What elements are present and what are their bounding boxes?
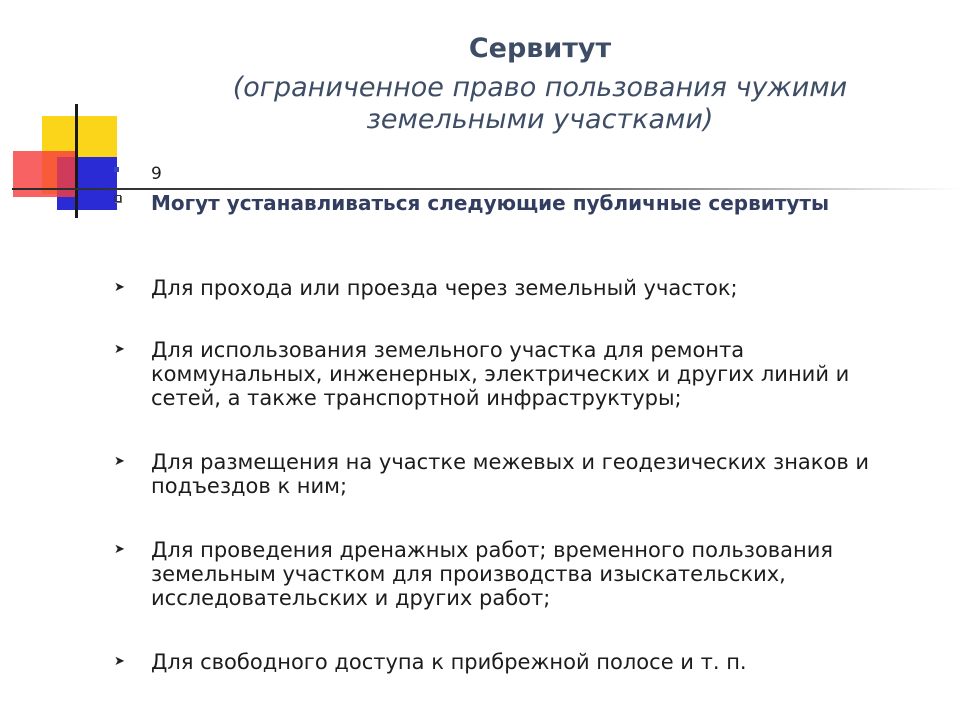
list-item: Для использования земельного участка для ремонта коммунальных, инженерных, электрических и других линий и сетей, а также транспортной инфраструктуры; [151, 338, 850, 410]
arrow-bullet-icon: ➤ [114, 280, 125, 295]
slide-subtitle [190, 72, 890, 137]
arrow-bullet-icon: ➤ [114, 454, 125, 469]
square-bullet-icon [114, 167, 119, 172]
checkbox-bullet-icon [114, 195, 121, 202]
list-item: Для проведения дренажных работ; временного пользования земельным участком для производства изыскательских, исследовательских и других работ; [151, 538, 834, 610]
decor-red-square [13, 151, 75, 197]
slide-title: Сервитут [468, 33, 612, 64]
list-item: Для прохода или проезда через земельный участок; [151, 276, 738, 300]
lead-text: Могут устанавливаться следующие публичные сервитуты [151, 191, 830, 215]
title-divider-line [12, 188, 960, 190]
arrow-bullet-icon: ➤ [114, 542, 125, 557]
slide-number-text: 9 [151, 164, 162, 184]
decor-vertical-line [75, 104, 78, 218]
list-item: Для размещения на участке межевых и геодезических знаков и подъездов к ним; [151, 450, 870, 498]
arrow-bullet-icon: ➤ [114, 654, 125, 669]
subtitle-line-2: земельными участками) [366, 104, 714, 136]
arrow-bullet-icon: ➤ [114, 342, 125, 357]
subtitle-line-1: (ограниченное право пользования чужими [232, 72, 848, 103]
list-item: Для свободного доступа к прибрежной полосе и т. п. [151, 650, 747, 674]
